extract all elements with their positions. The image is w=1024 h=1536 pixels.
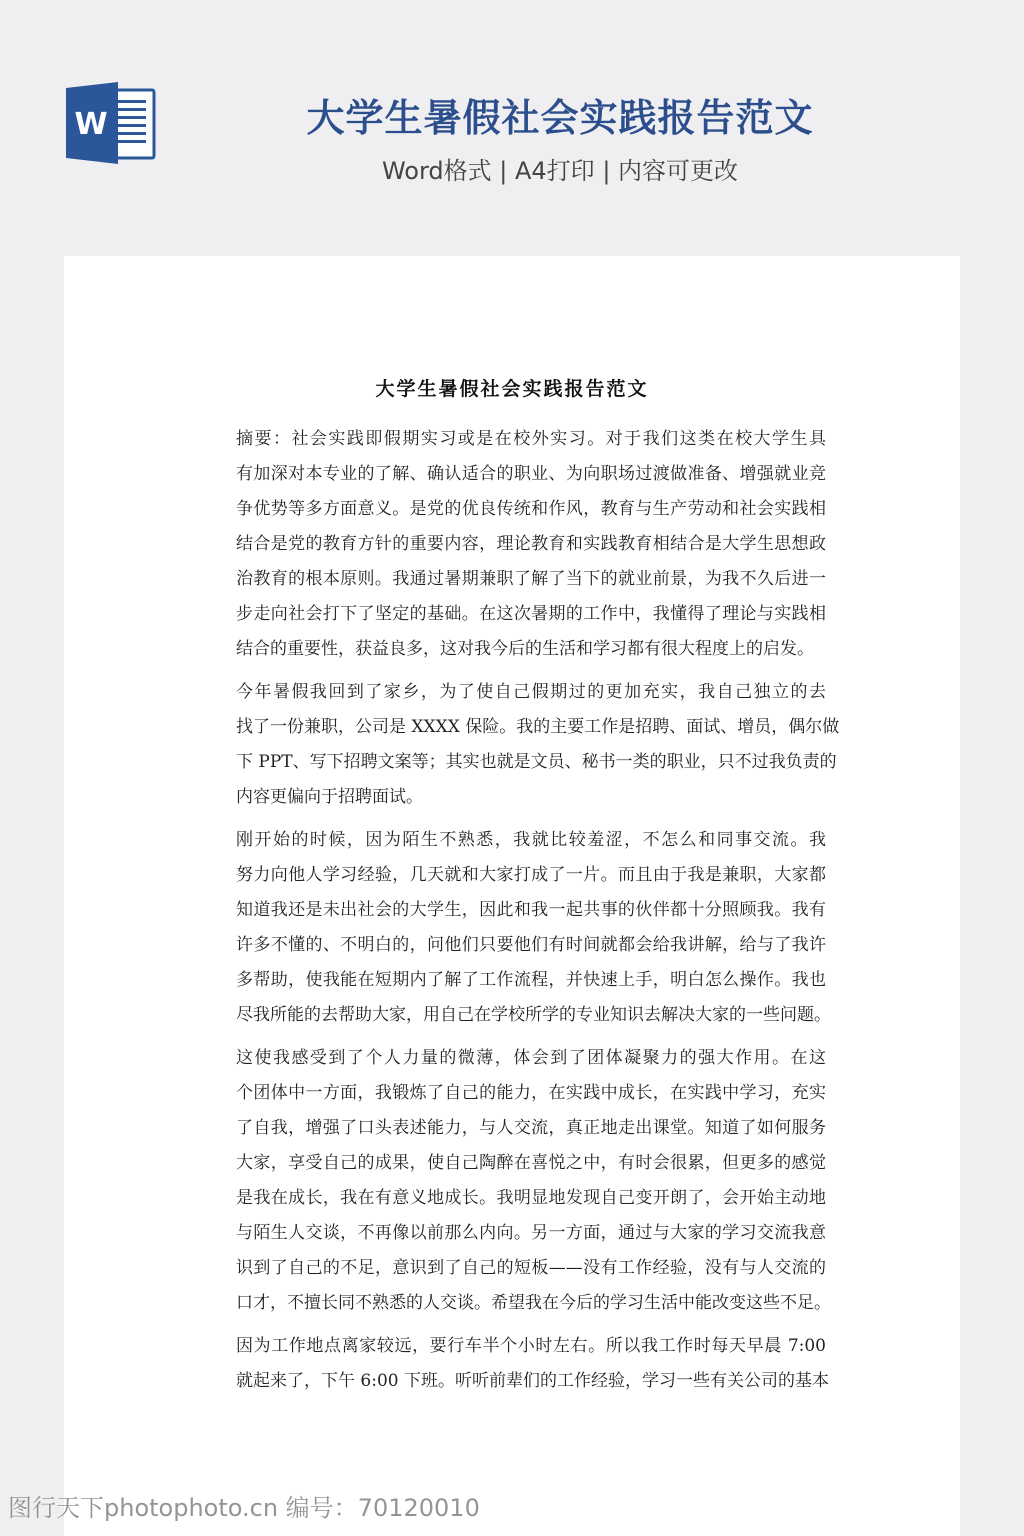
body-paragraph	[202, 675, 840, 815]
paragraph-line: 知道我还是未出社会的大学生，因此和我一起共事的伙伴都十分照顾我。我有	[236, 900, 826, 920]
paragraph-line: 许多不懂的、不明白的，问他们只要他们有时间就都会给我讲解，给与了我许	[236, 935, 826, 955]
paragraph-line: 努力向他人学习经验，几天就和大家打成了一片。而且由于我是兼职，大家都	[236, 865, 826, 885]
paragraph-line: 结合的重要性，获益良多，这对我今后的生活和学习都有很大程度上的启发。	[236, 639, 814, 659]
paragraph-line: 个团体中一方面，我锻炼了自己的能力，在实践中成长，在实践中学习，充实	[236, 1083, 826, 1103]
paragraph-line: 与陌生人交谈，不再像以前那么内向。另一方面，通过与大家的学习交流我意	[236, 1223, 826, 1243]
word-document-icon	[64, 82, 156, 164]
paragraph-line: 多帮助，使我能在短期内了解了工作流程，并快速上手，明白怎么操作。我也	[236, 970, 826, 990]
paragraph-line: 刚开始的时候，因为陌生不熟悉，我就比较羞涩，不怎么和同事交流。我	[236, 830, 826, 850]
paragraph-line: 治教育的根本原则。我通过暑期兼职了解了当下的就业前景，为我不久后进一	[236, 569, 826, 589]
paragraph-line: 结合是党的教育方针的重要内容，理论教育和实践教育相结合是大学生思想政	[236, 534, 826, 554]
paragraph-line: 因为工作地点离家较远，要行车半个小时左右。所以我工作时每天早晨 7:00	[236, 1336, 826, 1356]
page-title: 大学生暑假社会实践报告范文	[306, 96, 814, 140]
document-title: 大学生暑假社会实践报告范文	[375, 378, 649, 400]
paragraph-line: 是我在成长，我在有意义地成长。我明显地发现自己变开朗了，会开始主动地	[236, 1188, 826, 1208]
paragraph-line: 今年暑假我回到了家乡，为了使自己假期过的更加充实，我自己独立的去	[236, 682, 826, 702]
paragraph-line: 找了一份兼职，公司是 XXXX 保险。我的主要工作是招聘、面试、增员，偶尔做	[236, 717, 840, 737]
watermark-text: 图行天下photophoto.cn 编号：70120010	[8, 1494, 480, 1522]
paragraph-line: 尽我所能的去帮助大家，用自己在学校所学的专业知识去解决大家的一些问题。	[236, 1005, 831, 1025]
body-paragraph	[202, 422, 826, 667]
body-paragraph	[202, 1041, 831, 1321]
body-paragraph	[202, 1329, 829, 1399]
paragraph-line: 大家，享受自己的成果，使自己陶醉在喜悦之中，有时会很累，但更多的感觉	[236, 1153, 826, 1173]
paragraph-line: 了自我，增强了口头表述能力，与人交流，真正地走出课堂。知道了如何服务	[236, 1118, 826, 1138]
paragraph-line: 摘要：社会实践即假期实习或是在校外实习。对于我们这类在校大学生具	[236, 429, 826, 449]
paragraph-line: 口才，不擅长同不熟悉的人交谈。希望我在今后的学习生活中能改变这些不足。	[236, 1293, 831, 1313]
document-body	[202, 422, 840, 1407]
paragraph-line: 这使我感受到了个人力量的微薄，体会到了团体凝聚力的强大作用。在这	[236, 1048, 826, 1068]
paragraph-line: 下 PPT、写下招聘文案等；其实也就是文员、秘书一类的职业，只不过我负责的	[236, 752, 837, 772]
page-subtitle: Word格式 | A4打印 | 内容可更改	[381, 157, 739, 185]
paragraph-line: 就起来了，下午 6:00 下班。听听前辈们的工作经验，学习一些有关公司的基本	[236, 1371, 829, 1391]
paragraph-line: 内容更偏向于招聘面试。	[236, 787, 423, 807]
paragraph-line: 争优势等多方面意义。是党的优良传统和作风，教育与生产劳动和社会实践相	[236, 499, 826, 519]
svg-text:W: W	[74, 107, 108, 142]
paragraph-line: 有加深对本专业的了解、确认适合的职业、为向职场过渡做准备、增强就业竞	[236, 464, 826, 484]
paragraph-line: 步走向社会打下了坚定的基础。在这次暑期的工作中，我懂得了理论与实践相	[236, 604, 826, 624]
document-page	[64, 256, 960, 1536]
paragraph-line: 识到了自己的不足，意识到了自己的短板——没有工作经验，没有与人交流的	[236, 1258, 826, 1278]
body-paragraph	[202, 823, 831, 1033]
